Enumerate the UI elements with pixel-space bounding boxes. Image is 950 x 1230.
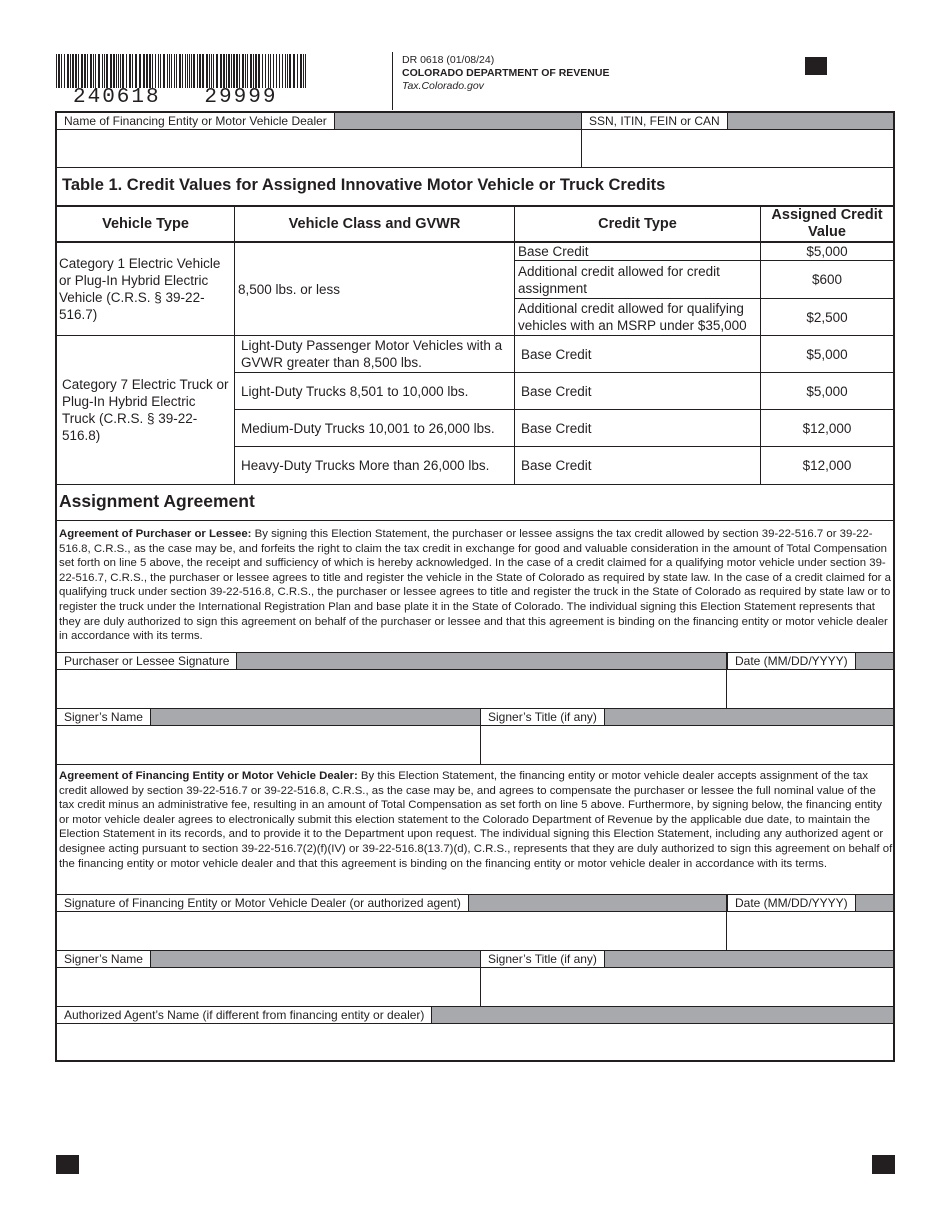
barcode-bar — [139, 54, 141, 88]
cat1-credit-type-1: Base Credit — [518, 244, 589, 259]
table-bottom-line — [57, 484, 893, 485]
barcode — [56, 54, 310, 88]
department-name: COLORADO DEPARTMENT OF REVENUE — [402, 67, 610, 79]
barcode-bar — [273, 54, 274, 88]
cat1-value-3: $2,500 — [806, 309, 848, 325]
purchaser-agreement-text — [59, 527, 893, 644]
purchaser-name-bar — [57, 709, 893, 725]
barcode-bar — [155, 54, 156, 88]
header-vehicle-type: Vehicle Type — [102, 215, 189, 232]
purchaser-signer-title-field[interactable] — [481, 726, 893, 764]
cat1-credit-type-2: Additional credit allowed for credit assignment — [518, 263, 720, 296]
barcode-bar — [239, 54, 240, 88]
barcode-bar — [146, 54, 148, 88]
barcode-bar — [122, 54, 124, 88]
barcode-bar — [56, 54, 57, 88]
header-credit-type: Credit Type — [598, 215, 677, 232]
barcode-bar — [279, 54, 280, 88]
cat7-vehicle-class-3: Medium-Duty Trucks 10,001 to 26,000 lbs. — [241, 420, 495, 436]
barcode-bar — [245, 54, 246, 88]
barcode-bar — [81, 54, 83, 88]
barcode-bar — [169, 54, 170, 88]
barcode-bar — [110, 54, 112, 88]
barcode-bar — [185, 54, 186, 88]
barcode-bar — [67, 54, 69, 88]
cat1-value-1: $5,000 — [806, 244, 848, 259]
barcode-bar — [193, 54, 195, 88]
assignment-title: Assignment Agreement — [59, 491, 255, 511]
barcode-bar — [126, 54, 127, 88]
barcode-bar — [216, 54, 218, 88]
cat7-credit-type-4: Base Credit — [521, 458, 592, 473]
barcode-bar — [167, 54, 168, 88]
barcode-bar — [152, 54, 153, 88]
website: Tax.Colorado.gov — [402, 80, 484, 92]
barcode-bar — [226, 54, 227, 88]
cat1-vehicle-class: 8,500 lbs. or less — [238, 281, 341, 297]
purchaser-agreement-heading: Agreement of Purchaser or Lessee: — [59, 528, 252, 540]
purchaser-signer-name-label: Signer’s Name — [57, 709, 151, 725]
assignment-title-line — [57, 520, 893, 521]
cat7-value-4: $12,000 — [802, 458, 852, 473]
barcode-bar — [179, 54, 181, 88]
barcode-bar — [270, 54, 271, 88]
ssn-label: SSN, ITIN, FEIN or CAN — [582, 113, 728, 129]
barcode-bar — [93, 54, 94, 88]
barcode-bar — [242, 54, 244, 88]
barcode-bar — [70, 54, 71, 88]
barcode-bar — [285, 54, 286, 88]
barcode-bar — [158, 54, 159, 88]
header-vehicle-class: Vehicle Class and GVWR — [288, 215, 461, 232]
cat7-value-1: $5,000 — [806, 346, 848, 362]
barcode-bar — [160, 54, 161, 88]
barcode-bar — [213, 54, 214, 88]
barcode-bar — [90, 54, 92, 88]
cat7-vehicle-class-4: Heavy-Duty Trucks More than 26,000 lbs. — [241, 458, 490, 473]
barcode-bar — [149, 54, 151, 88]
barcode-bar — [182, 54, 183, 88]
barcode-bar — [197, 54, 198, 88]
col-divider-2 — [514, 206, 515, 485]
barcode-bar — [116, 54, 117, 88]
dealer-signer-title-field[interactable] — [481, 968, 893, 1006]
barcode-bar — [265, 54, 266, 88]
barcode-bar — [84, 54, 86, 88]
barcode-bar — [282, 54, 283, 88]
barcode-bar — [104, 54, 105, 88]
barcode-bar — [95, 54, 96, 88]
barcode-bar — [61, 54, 62, 88]
barcode-bar — [171, 54, 172, 88]
barcode-bar — [163, 54, 165, 88]
cat7-credit-type-2: Base Credit — [521, 383, 592, 399]
barcode-bar — [129, 54, 131, 88]
dealer-agreement-heading: Agreement of Financing Entity or Motor Vehicle Dealer: — [59, 770, 358, 782]
barcode-bar — [75, 54, 77, 88]
barcode-bar — [247, 54, 248, 88]
barcode-bar — [223, 54, 225, 88]
dealer-signer-title-label: Signer’s Title (if any) — [480, 951, 605, 967]
dealer-agreement-body: By this Election Statement, the financing entity or motor vehicle dealer accepts assignment of the tax credit allowed by section 39-22-516.7 or 39-22-516.8, C.R.S., as the case may be, and agrees to compensate the purchaser or lessee the full nominal value of the tax credit minus an administrative fee, resulting in an amount of Total Compensation as set forth on line 5 above. Furthermore, by signing below, the financing entity or motor vehicle dealer agrees to electronically submit this election statement to the Colorado Department of Revenue by the applicable due date, to maintain the Election Statement in its records, and to provide it to the Department upon request. The individual signing this Election Statement, including any authorized agent or designee acting pursuant to section 39-22-516.7(2)(f)(IV) or 39-22-516.8(13.7)(d), C.R.S., represents that they are duly authorized to sign this agreement on behalf of the financing entity or motor vehicle dealer and that this agreement is binding on the financing entity or motor vehicle dealer in accordance with its terms. — [59, 770, 893, 870]
dealer-signer-name-label: Signer’s Name — [57, 951, 151, 967]
barcode-bar — [255, 54, 257, 88]
barcode-bar — [297, 54, 298, 88]
registration-mark-bottom-right — [872, 1155, 895, 1174]
entity-name-label: Name of Financing Entity or Motor Vehicle Dealer — [57, 113, 335, 129]
header-divider — [392, 52, 393, 110]
cat1-credit-type-3: Additional credit allowed for qualifying vehicles with an MSRP under $35,000 — [518, 301, 747, 333]
barcode-bar — [233, 54, 235, 88]
barcode-bar — [58, 54, 60, 88]
barcode-bar — [120, 54, 121, 88]
purchaser-signature-label: Purchaser or Lessee Signature — [57, 653, 237, 669]
authorized-agent-field[interactable] — [57, 1024, 893, 1061]
ssn-field[interactable] — [582, 130, 893, 167]
cat7-credit-type-3: Base Credit — [521, 420, 592, 436]
dealer-agreement-text — [59, 769, 893, 871]
barcode-bar — [258, 54, 260, 88]
barcode-bar — [300, 54, 302, 88]
barcode-bar — [253, 54, 254, 88]
barcode-bar — [287, 54, 288, 88]
purchaser-signature-field[interactable] — [57, 670, 726, 708]
cat1-value-2: $600 — [811, 272, 843, 287]
barcode-bar — [262, 54, 263, 88]
barcode-bar — [250, 54, 252, 88]
barcode-bar — [305, 54, 306, 88]
barcode-bar — [209, 54, 210, 88]
barcode-bar — [78, 54, 79, 88]
registration-mark-bottom-left — [56, 1155, 79, 1174]
cat7-vehicle-type: Category 7 Electric Truck or Plug-In Hybrid Electric Truck (C.R.S. § 39-22-516.8) — [62, 377, 229, 443]
barcode-bar — [98, 54, 100, 88]
cat7-value-3: $12,000 — [802, 420, 852, 436]
cat7-vehicle-class-2: Light-Duty Trucks 8,501 to 10,000 lbs. — [241, 383, 469, 399]
barcode-bar — [64, 54, 65, 88]
barcode-bar — [228, 54, 230, 88]
table-title: Table 1. Credit Values for Assigned Innovative Motor Vehicle or Truck Credits — [62, 176, 666, 194]
barcode-bar — [72, 54, 74, 88]
barcode-bar — [135, 54, 137, 88]
purchaser-date-label: Date (MM/DD/YYYY) — [727, 653, 856, 669]
barcode-bar — [211, 54, 212, 88]
barcode-bar — [220, 54, 222, 88]
barcode-bar — [303, 54, 304, 88]
barcode-bar — [113, 54, 115, 88]
barcode-bar — [191, 54, 192, 88]
barcode-bar — [87, 54, 88, 88]
registration-mark-top-right — [805, 57, 827, 75]
barcode-bar — [143, 54, 145, 88]
barcode-bar — [202, 54, 204, 88]
dealer-name-bar — [57, 951, 893, 967]
barcode-bar — [276, 54, 277, 88]
cat1-vehicle-type: Category 1 Electric Vehicle or Plug-In Hybrid Electric Vehicle (C.R.S. § 39-22-516.7) — [59, 256, 221, 322]
dealer-signature-label: Signature of Financing Entity or Motor Vehicle Dealer (or authorized agent) — [57, 895, 469, 911]
form-identification — [402, 54, 609, 93]
barcode-bar — [293, 54, 295, 88]
barcode-bar — [236, 54, 238, 88]
barcode-bar — [102, 54, 103, 88]
cat7-value-2: $5,000 — [806, 383, 848, 399]
col-divider-1 — [234, 206, 235, 485]
barcode-digits: 240618 29999 — [73, 86, 278, 109]
barcode-bar — [206, 54, 208, 88]
barcode-bar — [199, 54, 201, 88]
dealer-date-label: Date (MM/DD/YYYY) — [727, 895, 856, 911]
barcode-bar — [189, 54, 190, 88]
dealer-date-field[interactable] — [727, 912, 893, 950]
purchaser-date-field[interactable] — [727, 670, 893, 708]
entity-name-field[interactable] — [57, 130, 581, 167]
dealer-signer-name-field[interactable] — [57, 968, 480, 1006]
barcode-bar — [132, 54, 133, 88]
purchaser-agreement-body: By signing this Election Statement, the purchaser or lessee assigns the tax credit allowed by section 39-22-516.7 or 39-22-516.8, C.R.S., as the case may be, and forfeits the right to claim the tax credit in exchange for good and valuable consideration in the amount of Total Compensation set forth on line 5 above, the receipt and sufficiency of which is hereby acknowledged. In the case of a credit claimed for a qualifying motor vehicle under section 39-22-516.7, C.R.S., the purchaser or lessee agrees to title and register the vehicle in the State of Colorado as required by state law. In the case of a credit claimed for a qualifying truck under section 39-22-516.8, C.R.S., the purchaser or lessee agrees to title and register the truck in the State of Colorado as required by state law or to register the truck under the International Registration Plan and base plate it in the State of Colorado. The individual signing this Election Statement represents that they are duly authorized to sign this agreement on behalf of the purchaser or lessee and that this agreement is binding on the financing entity or motor vehicle dealer in accordance with its terms. — [59, 528, 891, 643]
purchaser-name-bottom — [57, 764, 893, 765]
entity-bottom-line — [57, 167, 893, 168]
authorized-agent-label: Authorized Agent’s Name (if different from financing entity or dealer) — [57, 1007, 432, 1023]
cat7-credit-type-1: Base Credit — [521, 346, 592, 362]
form-number: DR 0618 (01/08/24) — [402, 54, 495, 66]
barcode-bar — [231, 54, 232, 88]
barcode-bar — [118, 54, 119, 88]
barcode-bar — [106, 54, 108, 88]
cat7-vehicle-class-1: Light-Duty Passenger Motor Vehicles with a GVWR greater than 8,500 lbs. — [241, 338, 503, 370]
barcode-bar — [174, 54, 175, 88]
purchaser-signer-name-field[interactable] — [57, 726, 480, 764]
barcode-bar — [187, 54, 188, 88]
purchaser-signer-title-label: Signer’s Title (if any) — [480, 709, 605, 725]
dealer-signature-field[interactable] — [57, 912, 726, 950]
barcode-bar — [289, 54, 291, 88]
header-assigned-value: Assigned Credit Value — [771, 207, 883, 240]
barcode-bar — [176, 54, 177, 88]
barcode-bar — [268, 54, 269, 88]
